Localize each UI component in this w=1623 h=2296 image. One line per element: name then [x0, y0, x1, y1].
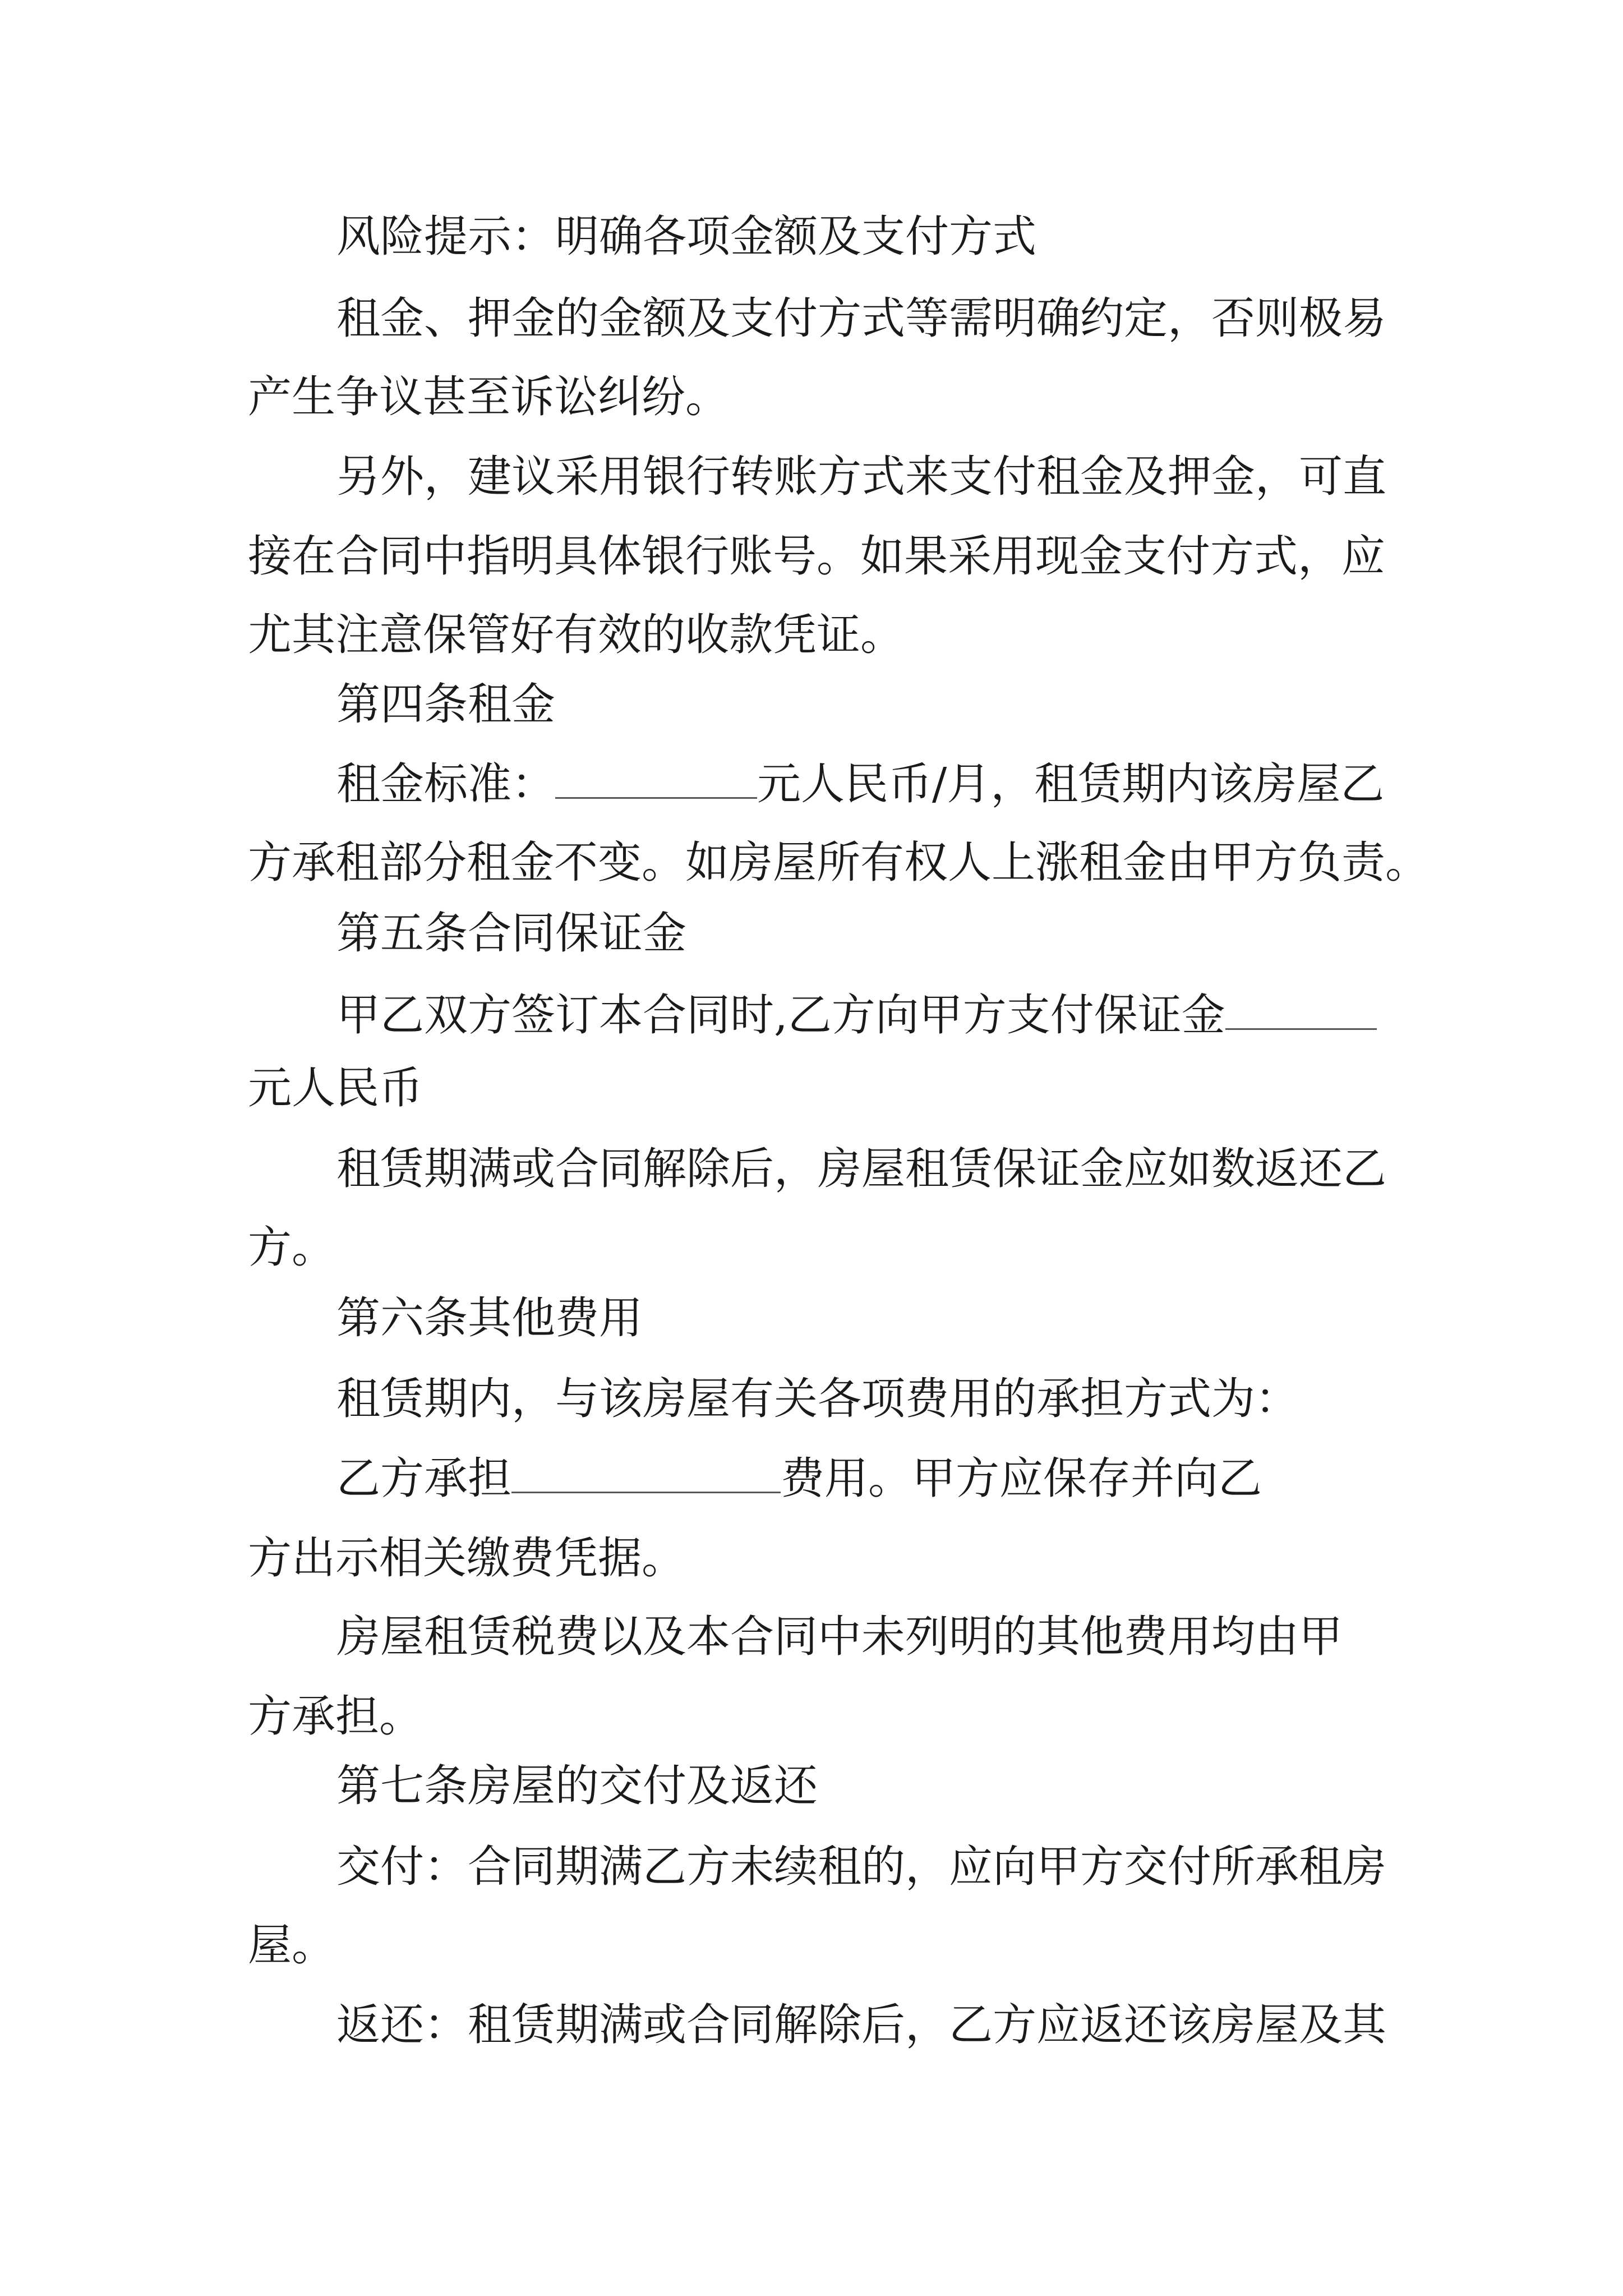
paragraph-line: 房屋租赁税费以及本合同中未列明的其他费用均由甲	[336, 1612, 1343, 1662]
expense-label: 乙方承担	[336, 1453, 512, 1504]
paragraph-line: 方。	[248, 1222, 336, 1273]
paragraph-line: 元人民币	[248, 1063, 423, 1114]
rent-standard-text: 元人民币/月，租赁期内该房屋乙	[757, 759, 1385, 809]
paragraph-line: 返还：租赁期满或合同解除后，乙方应返还该房屋及其	[336, 2000, 1387, 2050]
rent-standard-label: 租金标准：	[336, 759, 556, 809]
article-4-title: 第四条租金	[336, 679, 556, 730]
paragraph-line: 交付：合同期满乙方未续租的，应向甲方交付所承租房	[336, 1842, 1387, 1892]
paragraph-line: 产生争议甚至诉讼纠纷。	[248, 372, 730, 422]
paragraph-line: 尤其注意保管好有效的收款凭证。	[248, 610, 905, 660]
paragraph-line: 租赁期内，与该房屋有关各项费用的承担方式为：	[336, 1374, 1299, 1424]
paragraph-line: 租赁期满或合同解除后，房屋租赁保证金应如数返还乙	[336, 1144, 1387, 1194]
deposit-line	[0, 987, 1377, 1043]
expense-blank	[511, 1451, 781, 1493]
rent-amount-blank	[555, 757, 757, 799]
rent-standard-line	[0, 756, 1384, 812]
paragraph-line: 方承担。	[248, 1691, 423, 1742]
article-5-title: 第五条合同保证金	[336, 908, 687, 959]
paragraph-line: 接在合同中指明具体银行账号。如果采用现金支付方式，应	[248, 531, 1386, 582]
paragraph-line: 租金、押金的金额及支付方式等需明确约定，否则极易	[336, 293, 1387, 344]
deposit-amount-blank	[1225, 988, 1377, 1030]
risk-title: 风险提示：明确各项金额及支付方式	[336, 211, 1037, 262]
article-6-title: 第六条其他费用	[336, 1293, 643, 1343]
expense-text: 费用。甲方应保存并向乙	[781, 1453, 1262, 1504]
article-7-title: 第七条房屋的交付及返还	[336, 1761, 818, 1811]
expense-line	[0, 1451, 1262, 1507]
paragraph-line: 另外，建议采用银行转账方式来支付租金及押金，可直	[336, 452, 1387, 502]
paragraph-line: 方出示相关缴费凭据。	[248, 1533, 686, 1584]
paragraph-line: 屋。	[248, 1920, 336, 1971]
paragraph-line: 方承租部分租金不变。如房屋所有权人上涨租金由甲方负责。	[248, 838, 1430, 888]
deposit-text: 甲乙双方签订本合同时,乙方向甲方支付保证金	[336, 990, 1225, 1041]
